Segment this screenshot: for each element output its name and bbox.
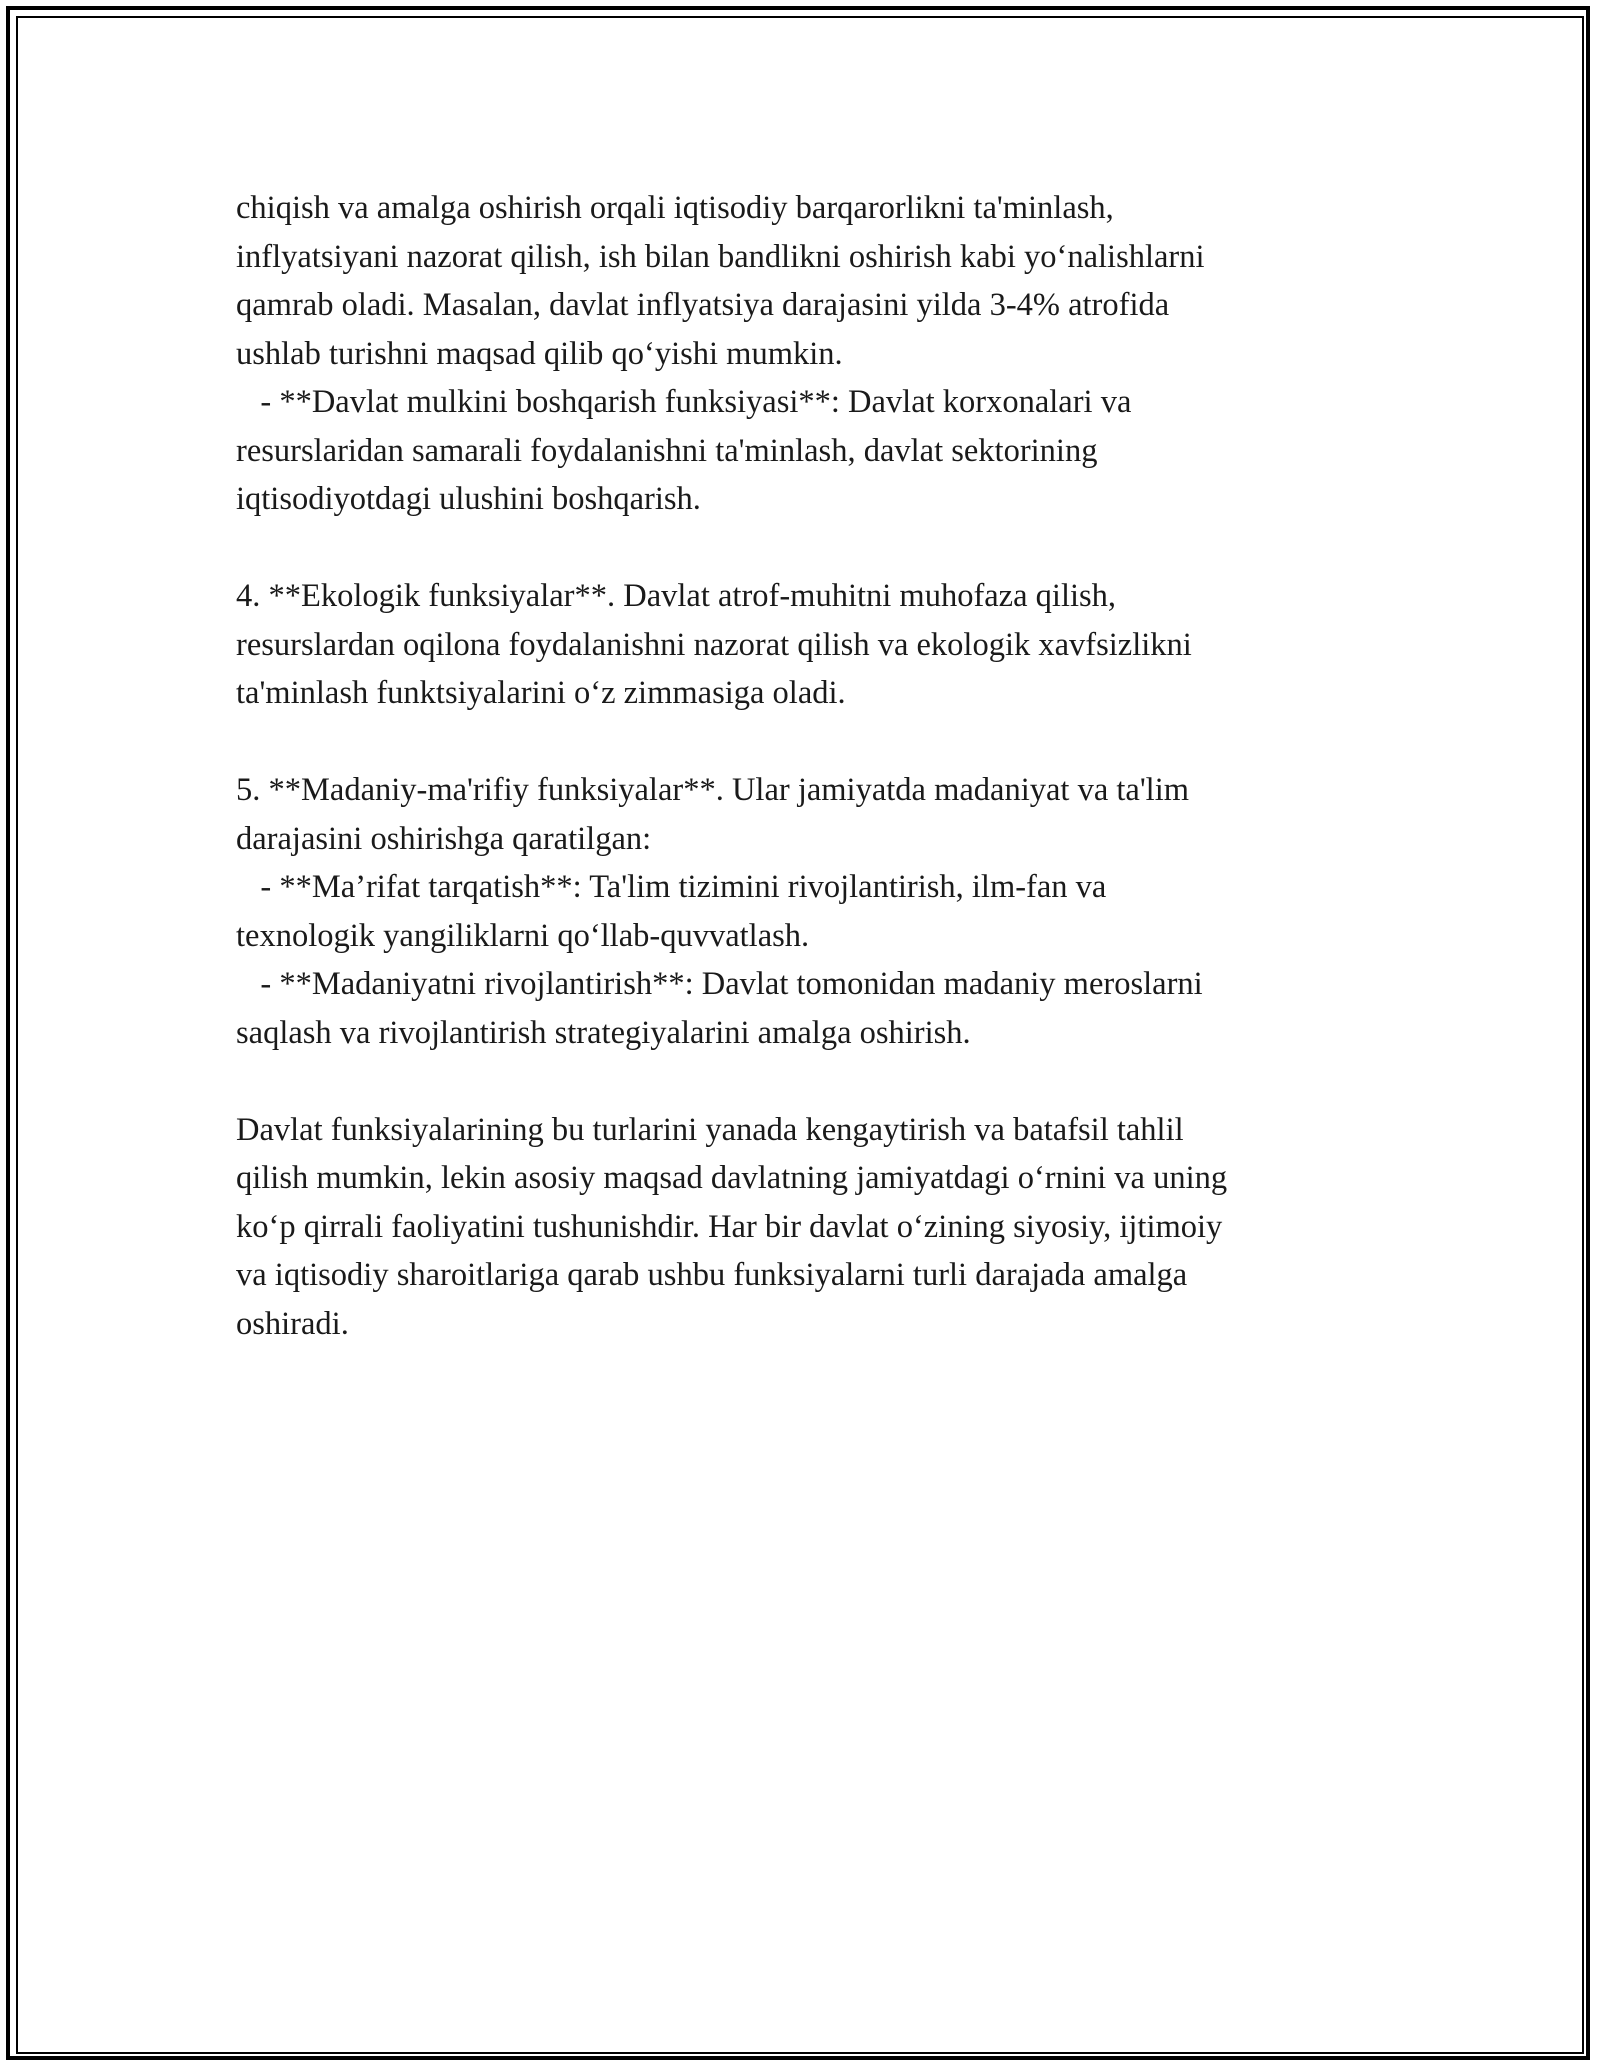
paragraph-spacer [236, 718, 1376, 767]
text-line: qilish mumkin, lekin asosiy maqsad davlatning jamiyatdagi o‘rnini va uning [236, 1160, 1228, 1196]
text-line: resurslaridan samarali foydalanishni ta'minlash, davlat sektorining [236, 432, 1098, 469]
text-line: ta'minlash funktsiyalarini o‘z zimmasiga oladi. [236, 675, 846, 711]
paragraph-spacer [236, 1057, 1376, 1106]
text-line: Davlat funksiyalarining bu turlarini yanada kengaytirish va batafsil tahlil [236, 1111, 1184, 1148]
text-line: - **Ma’rifat tarqatish**: Ta'lim tizimini rivojlantirish, ilm-fan va [236, 869, 1107, 905]
text-line: 5. **Madaniy-ma'rifiy funksiyalar**. Ular jamiyatda madaniyat va ta'lim [236, 772, 1190, 808]
paragraph [236, 184, 1376, 524]
text-line: oshiradi. [236, 1305, 349, 1342]
paragraph [236, 1106, 1376, 1349]
text-line: chiqish va amalga oshirish orqali iqtisodiy barqarorlikni ta'minlash, [236, 190, 1114, 226]
document-body [236, 184, 1376, 1348]
text-line: saqlash va rivojlantirish strategiyalarini amalga oshirish. [236, 1014, 971, 1051]
text-line: 4. **Ekologik funksiyalar**. Davlat atrof-muhitni muhofaza qilish, [236, 578, 1117, 614]
paragraph-spacer [236, 524, 1376, 573]
text-line: ko‘p qirrali faoliyatini tushunishdir. Har bir davlat o‘zining siyosiy, ijtimoiy [236, 1208, 1223, 1245]
text-line: - **Davlat mulkini boshqarish funksiyasi**: Davlat korxonalari va [236, 384, 1132, 420]
text-line: iqtisodiyotdagi ulushini boshqarish. [236, 481, 701, 517]
text-line: inflyatsiyani nazorat qilish, ish bilan bandlikni oshirish kabi yo‘nalishlarni [236, 238, 1205, 275]
text-line: va iqtisodiy sharoitlariga qarab ushbu funksiyalarni turli darajada amalga [236, 1257, 1188, 1293]
paragraph [236, 572, 1376, 718]
text-line: qamrab oladi. Masalan, davlat inflyatsiya darajasini yilda 3-4% atrofida [236, 287, 1170, 323]
text-line: ushlab turishni maqsad qilib qo‘yishi mumkin. [236, 335, 843, 372]
text-line: darajasini oshirishga qaratilgan: [236, 820, 652, 857]
paragraph [236, 766, 1376, 1057]
text-line: texnologik yangiliklarni qo‘llab-quvvatlash. [236, 917, 810, 954]
text-line: resurslardan oqilona foydalanishni nazorat qilish va ekologik xavfsizlikni [236, 626, 1192, 663]
text-line: - **Madaniyatni rivojlantirish**: Davlat tomonidan madaniy meroslarni [236, 966, 1203, 1002]
